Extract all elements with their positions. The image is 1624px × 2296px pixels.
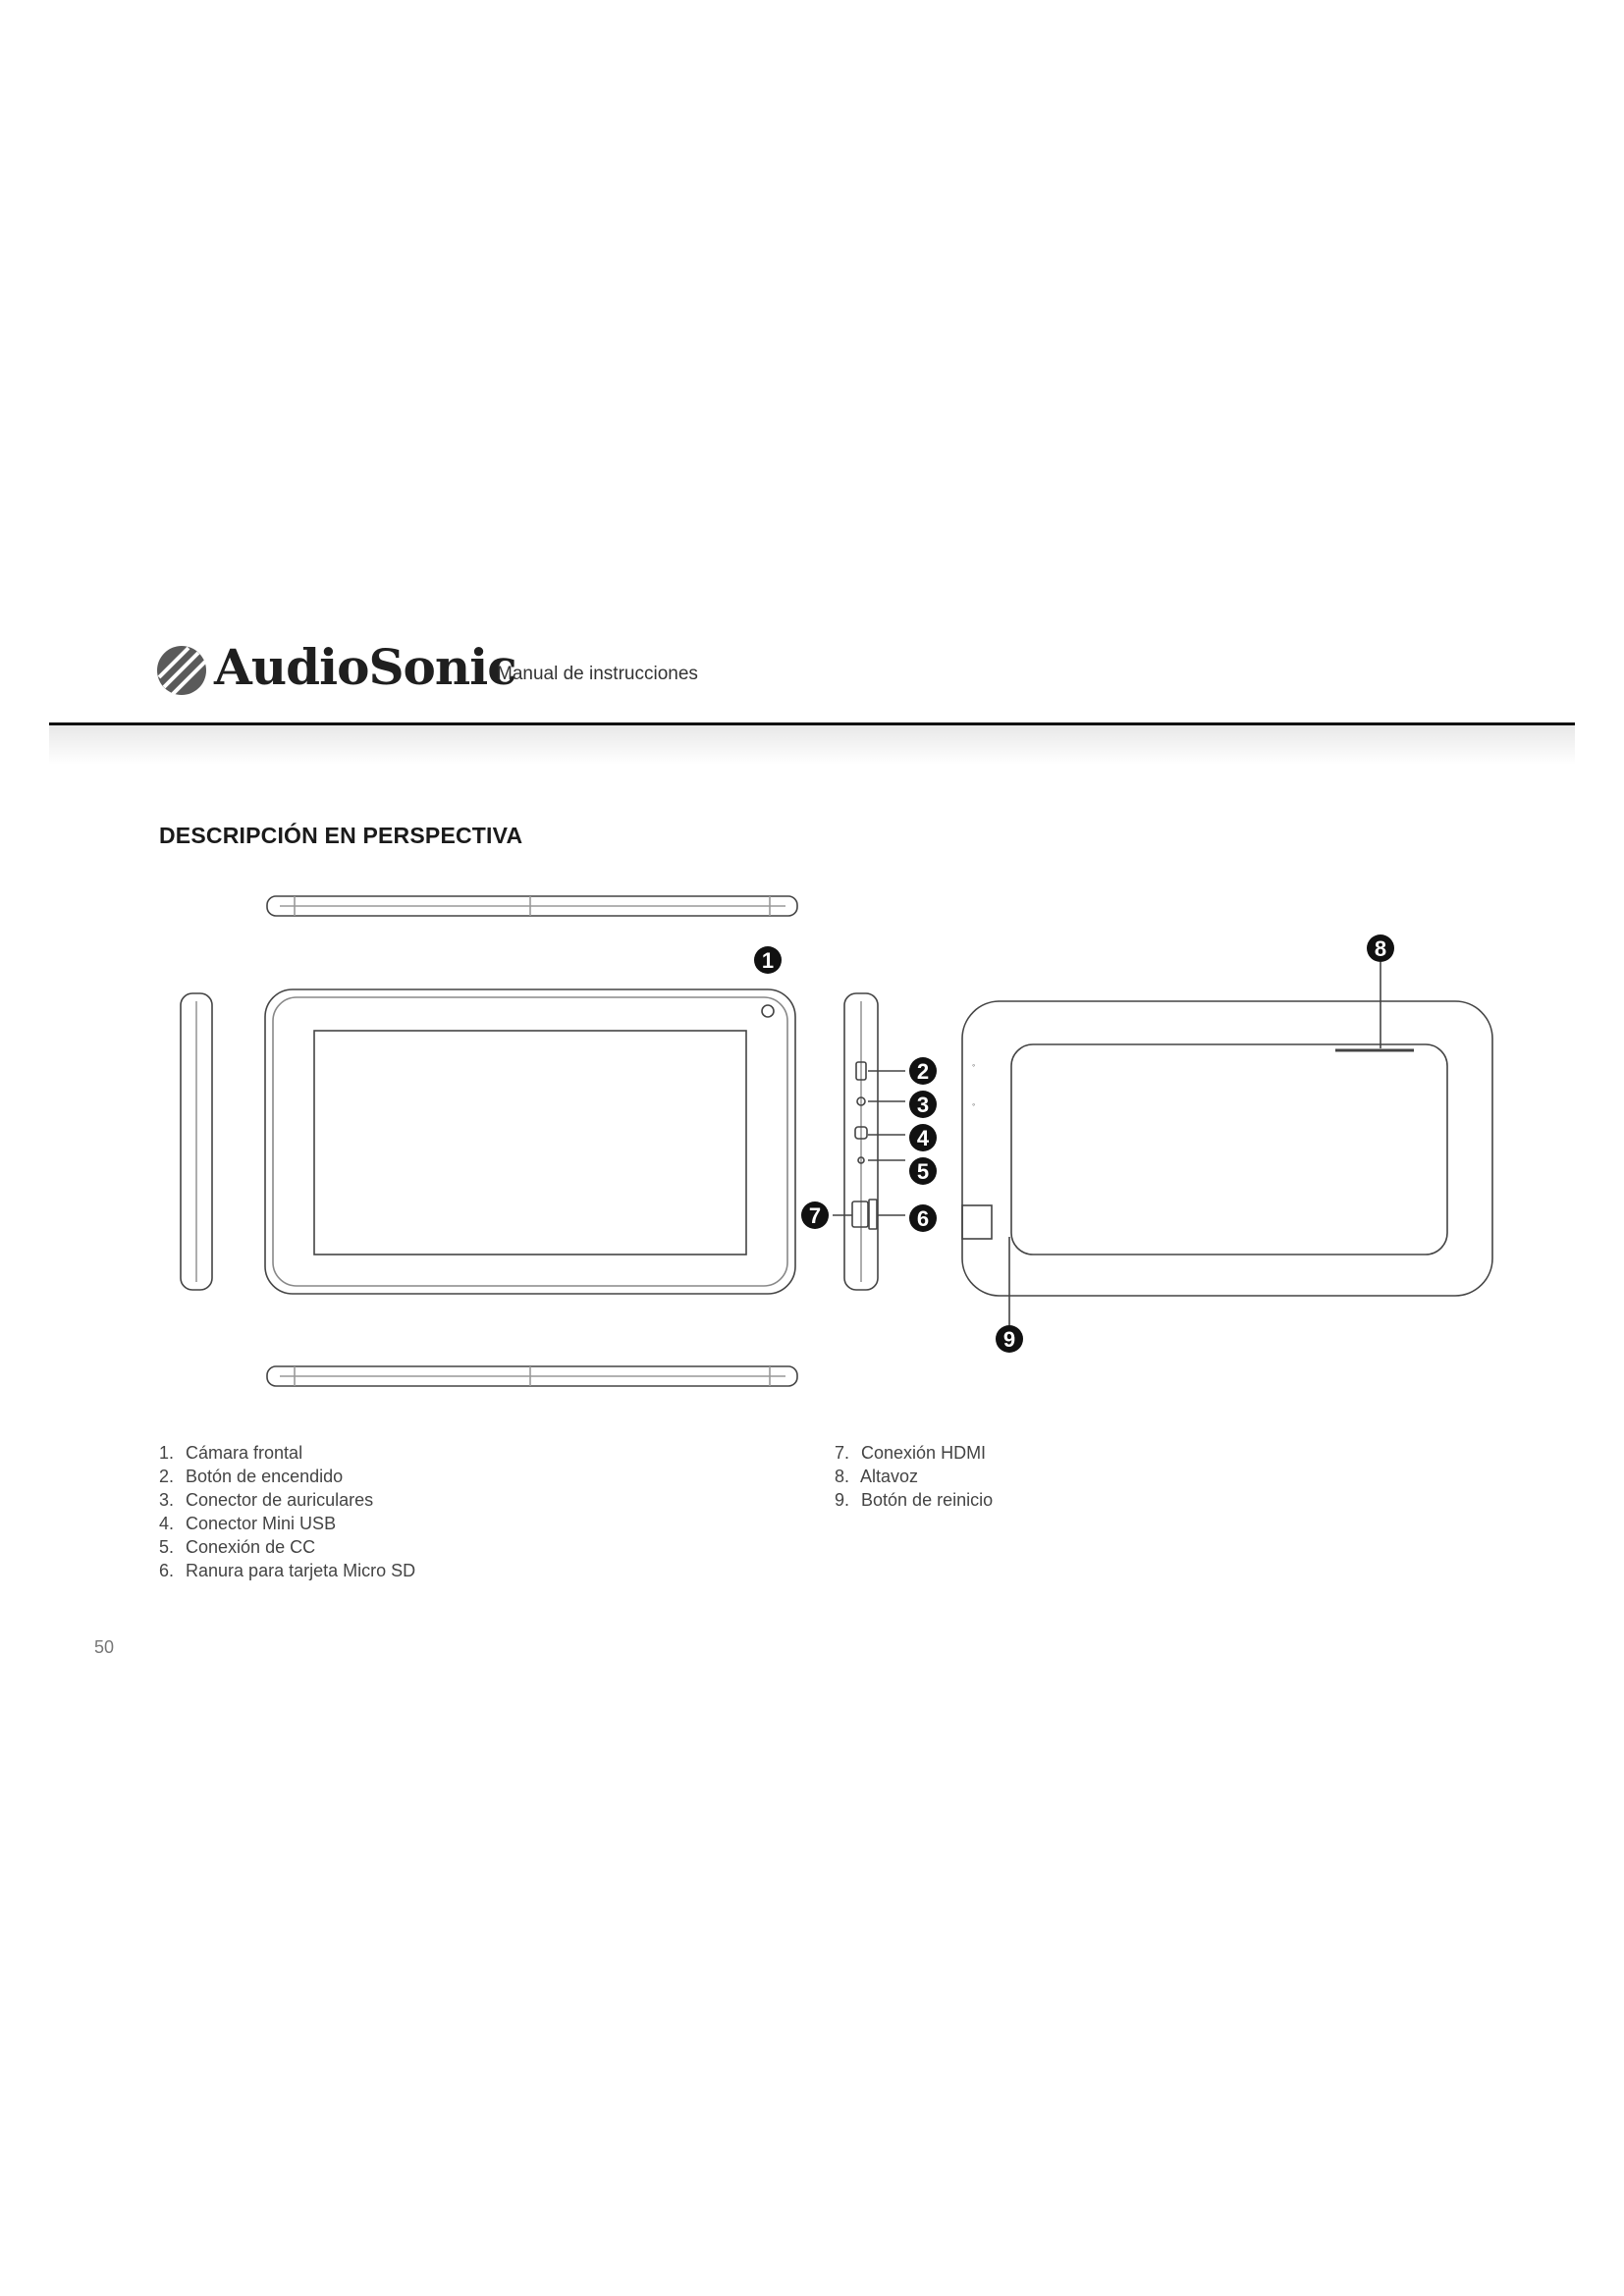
svg-text:4: 4 (916, 1126, 930, 1150)
callout-2 (909, 1057, 937, 1085)
brand-name: AudioSonic (214, 638, 516, 696)
page-number: 50 (94, 1637, 115, 1657)
legend-item: 1. Cámara frontal (159, 1443, 303, 1463)
callout-8 (1367, 934, 1394, 962)
callout-3 (909, 1091, 937, 1118)
svg-text:2: 2 (916, 1059, 930, 1084)
legend-item: 5. Conexión de CC (159, 1537, 316, 1557)
audiosonic-logo-icon (155, 644, 208, 697)
page-header (155, 638, 1137, 697)
svg-text:7: 7 (808, 1203, 822, 1228)
callout-5 (909, 1157, 937, 1185)
legend-right-list (835, 1441, 993, 1512)
legend-left-list (159, 1441, 415, 1582)
tablet-top-edge-view (267, 896, 797, 916)
legend-item: 8. Altavoz (835, 1467, 919, 1486)
document-subtitle: Manual de instrucciones (497, 664, 698, 684)
svg-text:1: 1 (761, 948, 775, 973)
callout-4 (909, 1124, 937, 1151)
tablet-right-side-view (844, 993, 878, 1290)
callout-9 (996, 1325, 1023, 1353)
legend-item: 9. Botón de reinicio (835, 1490, 994, 1510)
legend-item: 7. Conexión HDMI (835, 1443, 987, 1463)
tablet-bottom-edge-view (267, 1366, 797, 1386)
svg-text:8: 8 (1374, 936, 1387, 961)
header-divider-shade (49, 725, 1575, 765)
svg-text:5: 5 (916, 1159, 930, 1184)
legend-item: 3. Conector de auriculares (159, 1490, 374, 1510)
svg-text:6: 6 (916, 1206, 930, 1231)
svg-text:◦: ◦ (972, 1099, 976, 1109)
callout-7 (801, 1201, 829, 1229)
legend-item: 4. Conector Mini USB (159, 1514, 337, 1533)
section-title: DESCRIPCIÓN EN PERSPECTIVA (159, 823, 523, 848)
svg-text:9: 9 (1002, 1327, 1016, 1352)
tablet-left-side-view (181, 993, 212, 1290)
svg-text:3: 3 (916, 1093, 930, 1117)
tablet-back-view (962, 962, 1492, 1296)
svg-text:◦: ◦ (972, 1060, 976, 1070)
tablet-perspective-diagram (0, 864, 1624, 1414)
tablet-front-view (265, 989, 795, 1294)
callout-6 (909, 1204, 937, 1232)
callout-1 (754, 946, 782, 974)
callout-markers (754, 934, 1394, 1353)
legend-item: 6. Ranura para tarjeta Micro SD (159, 1561, 416, 1580)
legend-item: 2. Botón de encendido (159, 1467, 344, 1486)
